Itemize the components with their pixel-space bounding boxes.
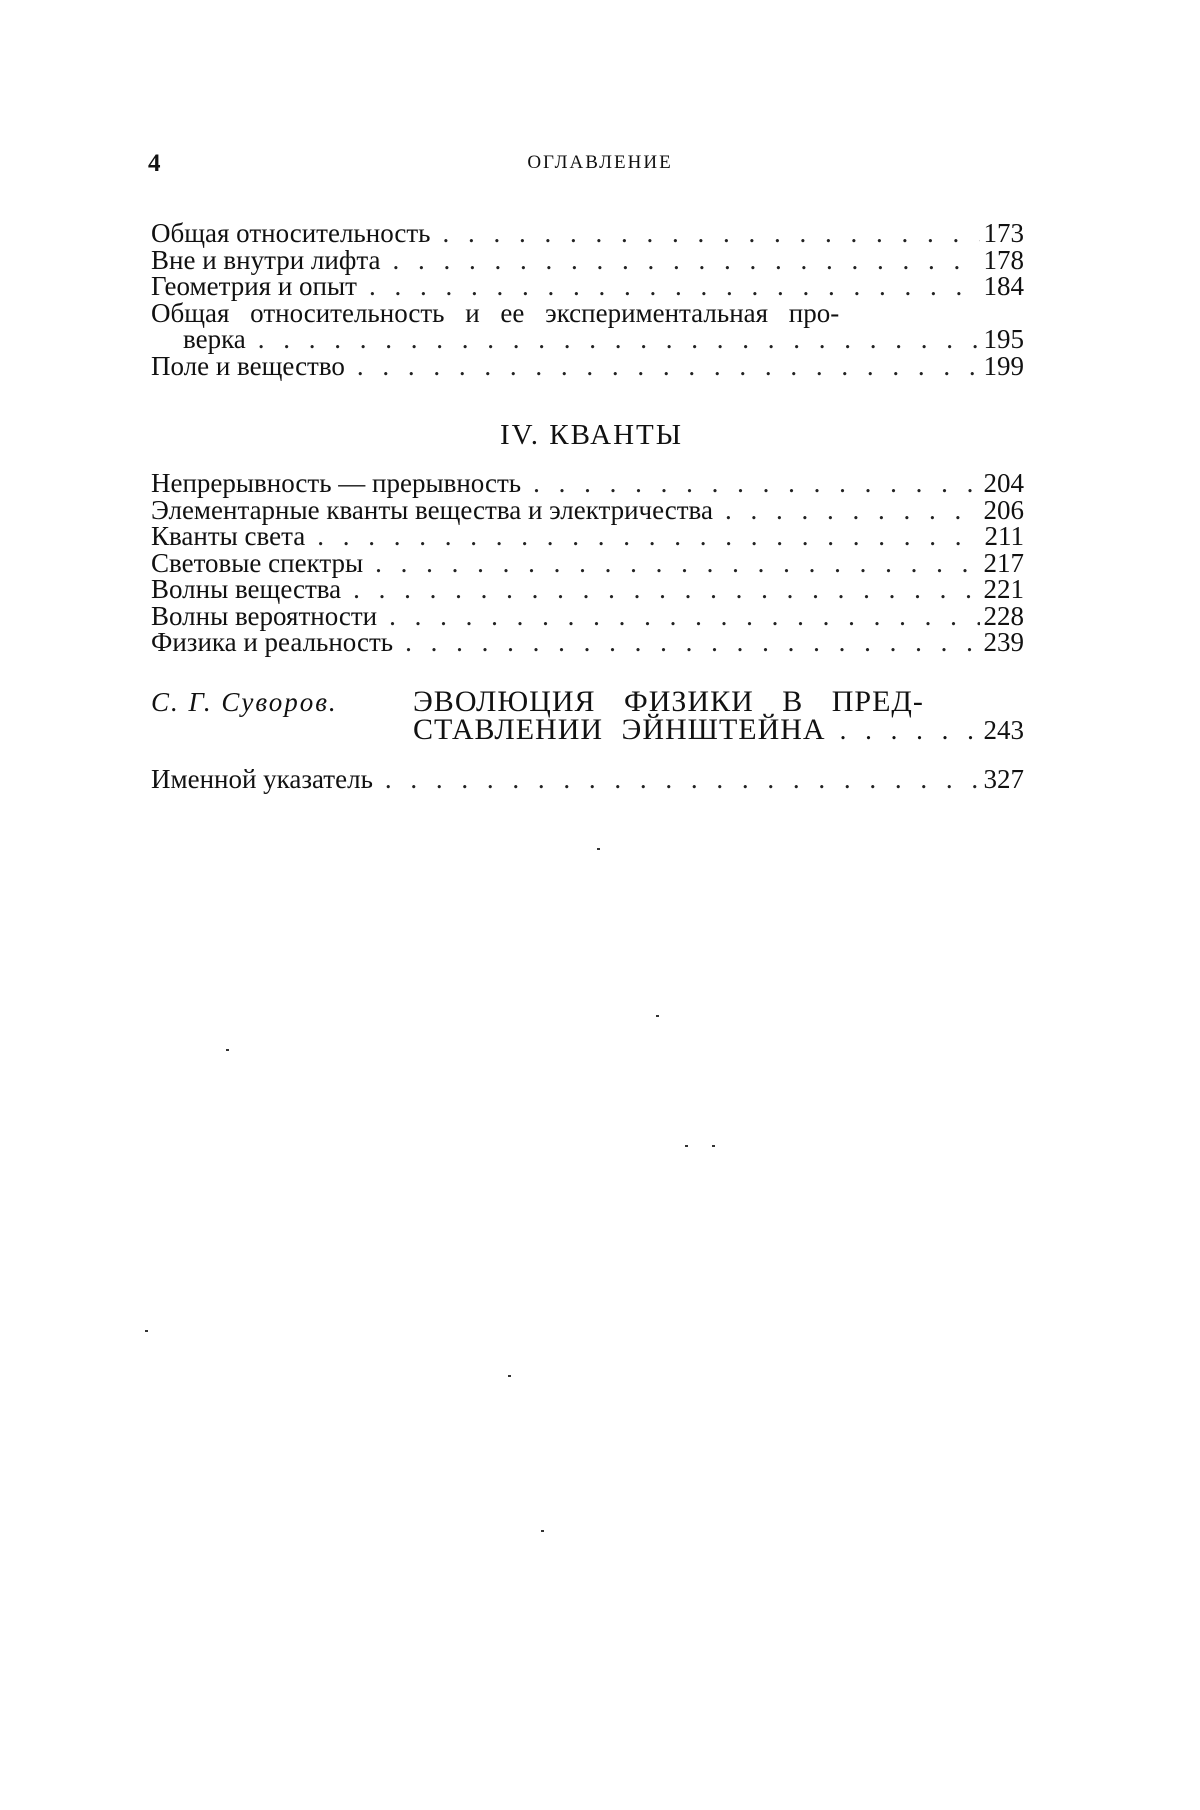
toc-entry-title-line1: Общая относительность и ее экспериментальная про-: [151, 297, 840, 328]
toc-entry: [151, 494, 1024, 525]
toc-entry-page: 178: [983, 244, 1024, 275]
table-of-contents: [151, 220, 1024, 792]
dot-leader: [533, 470, 979, 497]
toc-entry-page: 327: [983, 763, 1024, 794]
toc-entry-title: Именной указатель: [151, 763, 373, 794]
toc-entry-page: 184: [983, 271, 1024, 301]
dot-leader: [385, 766, 980, 793]
toc-entry-page: 217: [983, 547, 1024, 578]
toc-entry-page: 199: [983, 350, 1024, 381]
toc-entry-page: 204: [983, 468, 1024, 498]
toc-entry-title: Световые спектры: [151, 547, 364, 578]
dot-leader: [258, 326, 980, 353]
toc-entry-title: Волны вероятности: [151, 600, 378, 631]
toc-entry-index: [151, 763, 1024, 794]
spacer: [151, 656, 1024, 688]
dot-leader: [389, 603, 979, 630]
running-head: ОГЛАВЛЕНИЕ: [527, 152, 673, 173]
toc-entry-page: 206: [983, 494, 1024, 525]
toc-entry-page: 221: [983, 574, 1024, 604]
toc-entry: [151, 523, 1024, 550]
afterword-title-line2: СТАВЛЕНИИ ЭЙНШТЕЙНА: [413, 712, 826, 746]
section-heading: IV. КВАНТЫ: [499, 419, 684, 451]
spacer: [151, 744, 1024, 766]
dot-leader: [375, 550, 979, 577]
toc-entry: [151, 350, 1024, 381]
toc-entry-title: Физика и реальность: [151, 627, 394, 657]
afterword-title-line1: ЭВОЛЮЦИЯ ФИЗИКИ В ПРЕД-: [413, 684, 924, 718]
toc-entry-wrapped-line: [151, 297, 1024, 328]
scan-speck: [685, 1145, 688, 1147]
toc-entry-title: Поле и вещество: [151, 350, 345, 381]
toc-entry-title: Геометрия и опыт: [151, 271, 357, 301]
toc-entry: [151, 244, 1024, 275]
scan-speck: [541, 1530, 544, 1532]
scan-speck: [145, 1330, 148, 1332]
afterword-entry-line1: [151, 684, 1024, 718]
scan-speck: [656, 1015, 659, 1017]
toc-entry: [151, 220, 1024, 247]
toc-entry: [151, 576, 1024, 603]
toc-entry: [151, 326, 1024, 353]
toc-entry-title: Элементарные кванты вещества и электричества: [151, 494, 713, 525]
toc-entry-title: Общая относительность: [151, 218, 431, 248]
afterword-page: 243: [983, 714, 1024, 745]
page-number: 4: [148, 150, 161, 177]
dot-leader: [405, 629, 979, 656]
toc-entry-title: Волны вещества: [151, 574, 342, 604]
dot-leader: [369, 273, 980, 300]
toc-entry: [151, 470, 1024, 497]
toc-entry-page: 239: [983, 627, 1024, 657]
toc-entry-title: Кванты света: [151, 521, 306, 551]
dot-leader: [317, 523, 980, 550]
dot-leader: [353, 576, 979, 603]
afterword-entry-line2: [151, 712, 1024, 746]
toc-entry: [151, 629, 1024, 656]
scan-speck: [712, 1145, 715, 1147]
toc-entry: [151, 547, 1024, 578]
dot-leader: [392, 247, 979, 274]
dot-leader: [442, 220, 979, 247]
dot-leader: [840, 716, 980, 744]
dot-leader: [725, 497, 980, 524]
scan-speck: [226, 1049, 229, 1051]
toc-entry-title: Вне и внутри лифта: [151, 244, 381, 275]
afterword-author: С. Г. Суворов.: [151, 686, 338, 717]
toc-entry-page: 228: [983, 600, 1024, 631]
toc-entry-title-line2: верка: [183, 324, 246, 354]
toc-entry: [151, 600, 1024, 631]
toc-entry-page: 195: [983, 324, 1024, 354]
toc-entry-page: 173: [983, 218, 1024, 248]
toc-entry: [151, 273, 1024, 300]
scan-speck: [508, 1375, 511, 1377]
toc-entry-page: 211: [984, 521, 1024, 551]
dot-leader: [357, 353, 980, 380]
scan-speck: [597, 848, 600, 850]
toc-entry-title: Непрерывность — прерывность: [151, 468, 522, 498]
